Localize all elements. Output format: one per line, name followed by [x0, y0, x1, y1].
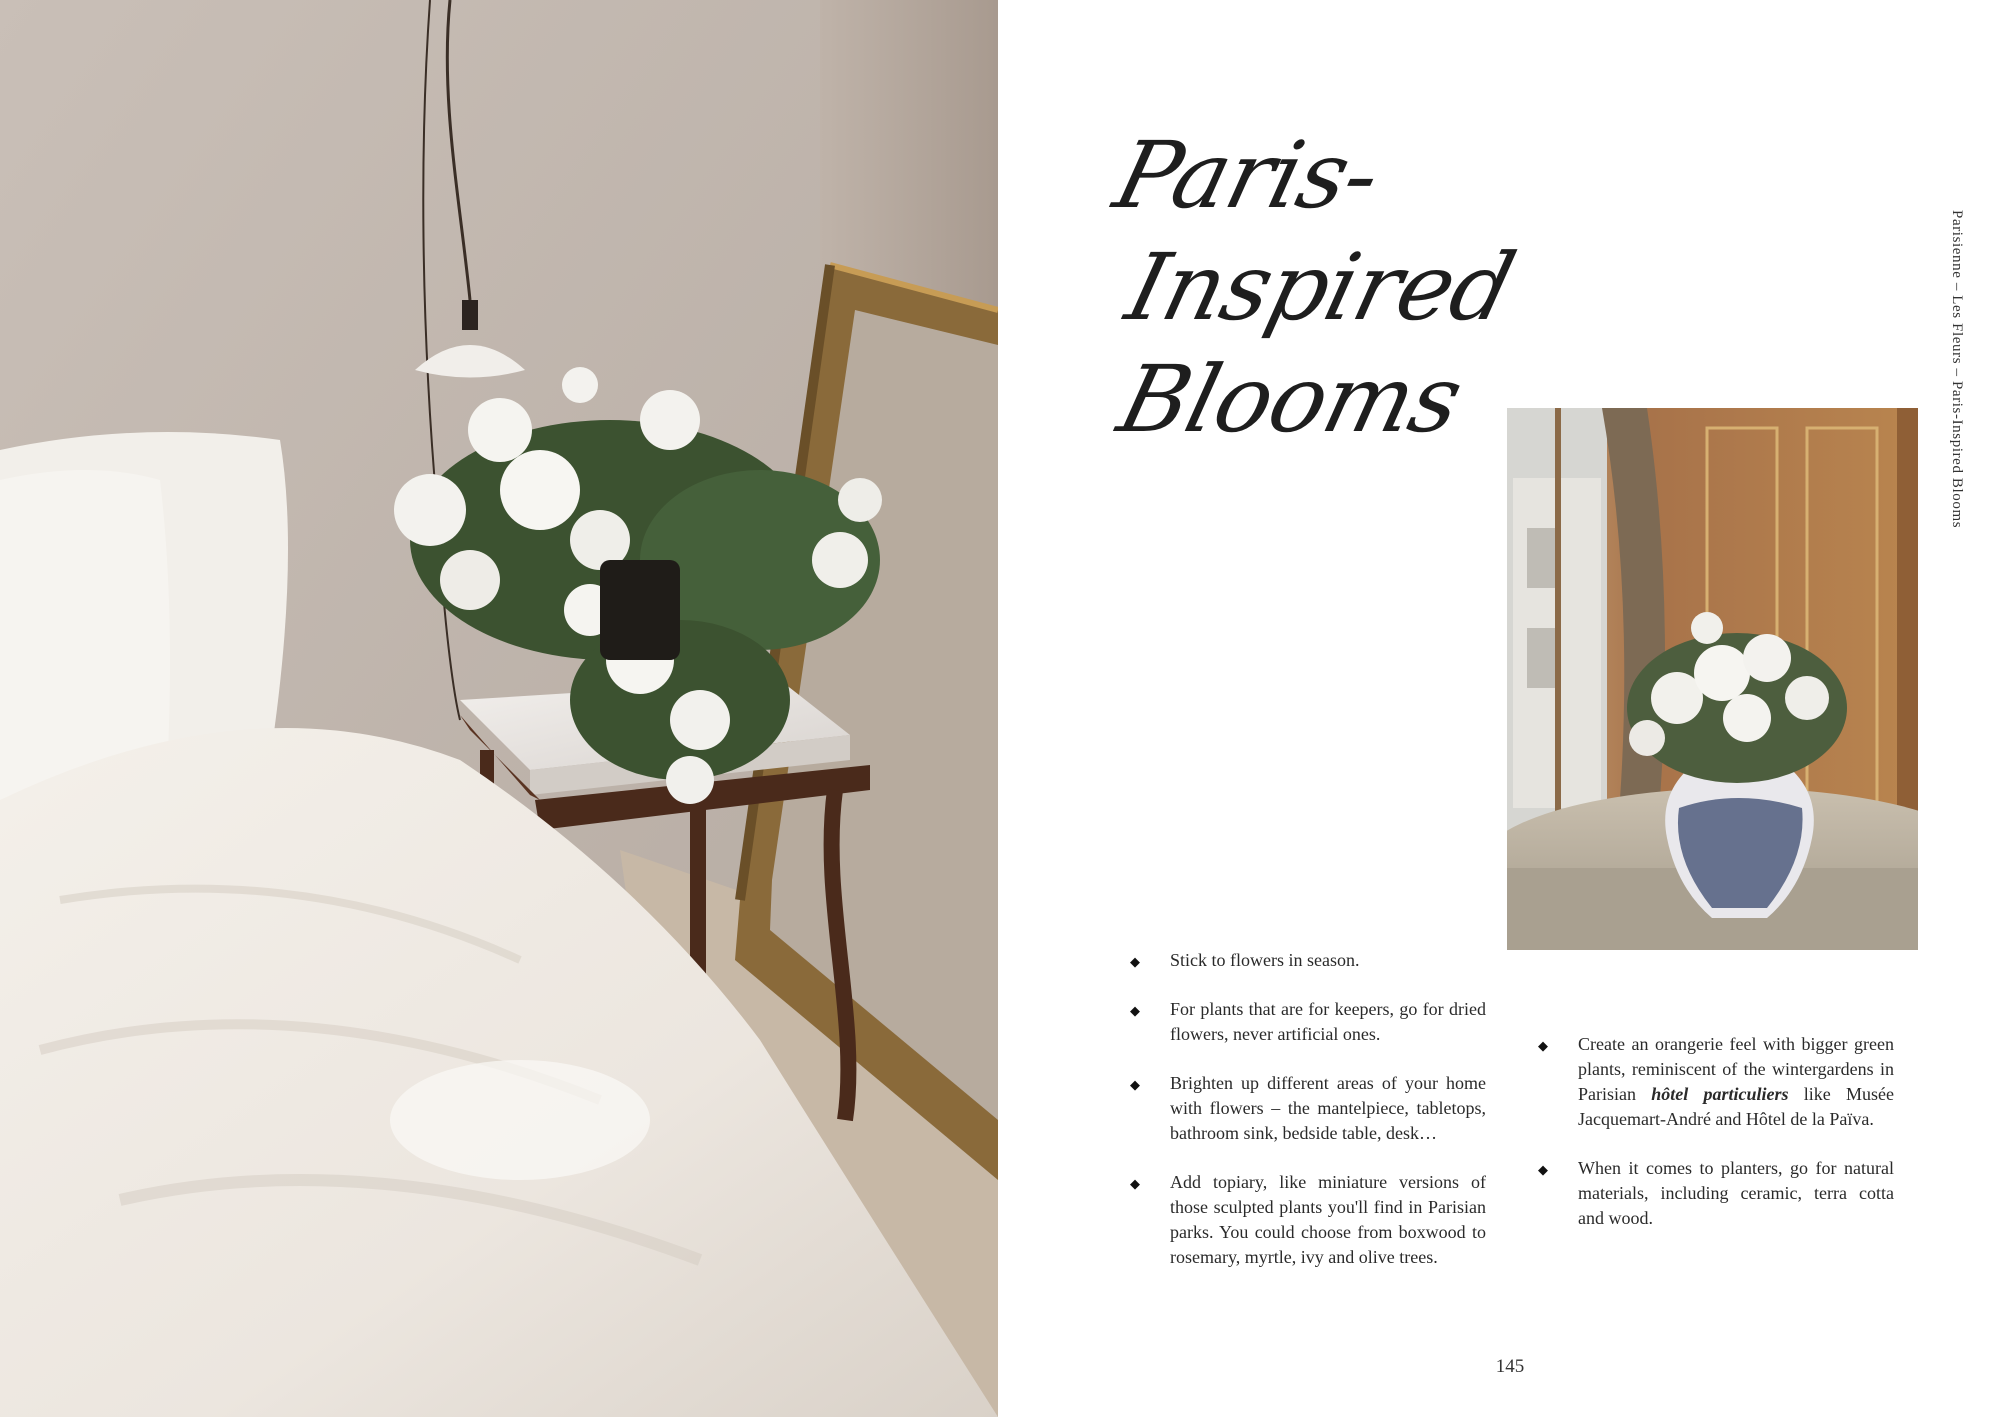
diamond-bullet-icon: ◆: [1130, 1176, 1140, 1191]
bullet-text: For plants that are for keepers, go for dried flowers, never artificial ones.: [1170, 999, 1486, 1044]
bullet-text: When it comes to planters, go for natural materials, including ceramic, terra cotta and wood.: [1578, 1158, 1894, 1228]
vase-illustration: [1507, 408, 1918, 950]
bullet-list-right: [1536, 1032, 1894, 1255]
vase-photo: [1507, 408, 1918, 950]
list-item: [1128, 1170, 1486, 1270]
list-item: [1128, 997, 1486, 1047]
bedroom-illustration: [0, 0, 998, 1417]
bullet-text: Add topiary, like miniature versions of those sculpted plants you'll find in Parisian parks. You could choose from boxwood to rosemary, myrtle, ivy and olive trees.: [1170, 1172, 1486, 1267]
running-head: Parisienne – Les Fleurs – Paris-Inspired Blooms: [1949, 210, 1965, 529]
bullet-text: Stick to flowers in season.: [1170, 950, 1360, 970]
bullet-text: [1578, 1034, 1894, 1129]
page-number: 145: [1495, 1356, 1525, 1377]
list-item: [1128, 948, 1486, 973]
title-line-3: Blooms: [1108, 346, 1472, 453]
bullet-text-part: like Musée Jacquemart-André and Hôtel de la Païva.: [1578, 1084, 1894, 1129]
bullet-list-left: [1128, 948, 1486, 1294]
list-item: [1536, 1156, 1894, 1231]
title-line-1: Paris-: [1104, 122, 1390, 229]
bullet-text-emphasis: hôtel particuliers: [1651, 1084, 1789, 1104]
diamond-bullet-icon: ◆: [1538, 1038, 1548, 1053]
bullet-text: Brighten up different areas of your home with flowers – the mantelpiece, tabletops, bathroom sink, bedside table, desk…: [1170, 1073, 1486, 1143]
title-line-2: Inspired: [1116, 234, 1524, 341]
bullet-text-part: Create an orangerie feel with bigger green plants, reminiscent of the wintergardens in Parisian: [1578, 1034, 1894, 1104]
diamond-bullet-icon: ◆: [1130, 954, 1140, 969]
diamond-bullet-icon: ◆: [1538, 1162, 1548, 1177]
bedroom-photo: [0, 0, 998, 1417]
diamond-bullet-icon: ◆: [1130, 1003, 1140, 1018]
list-item: [1128, 1071, 1486, 1146]
list-item: [1536, 1032, 1894, 1132]
page-title: [1104, 120, 1618, 456]
diamond-bullet-icon: ◆: [1130, 1077, 1140, 1092]
